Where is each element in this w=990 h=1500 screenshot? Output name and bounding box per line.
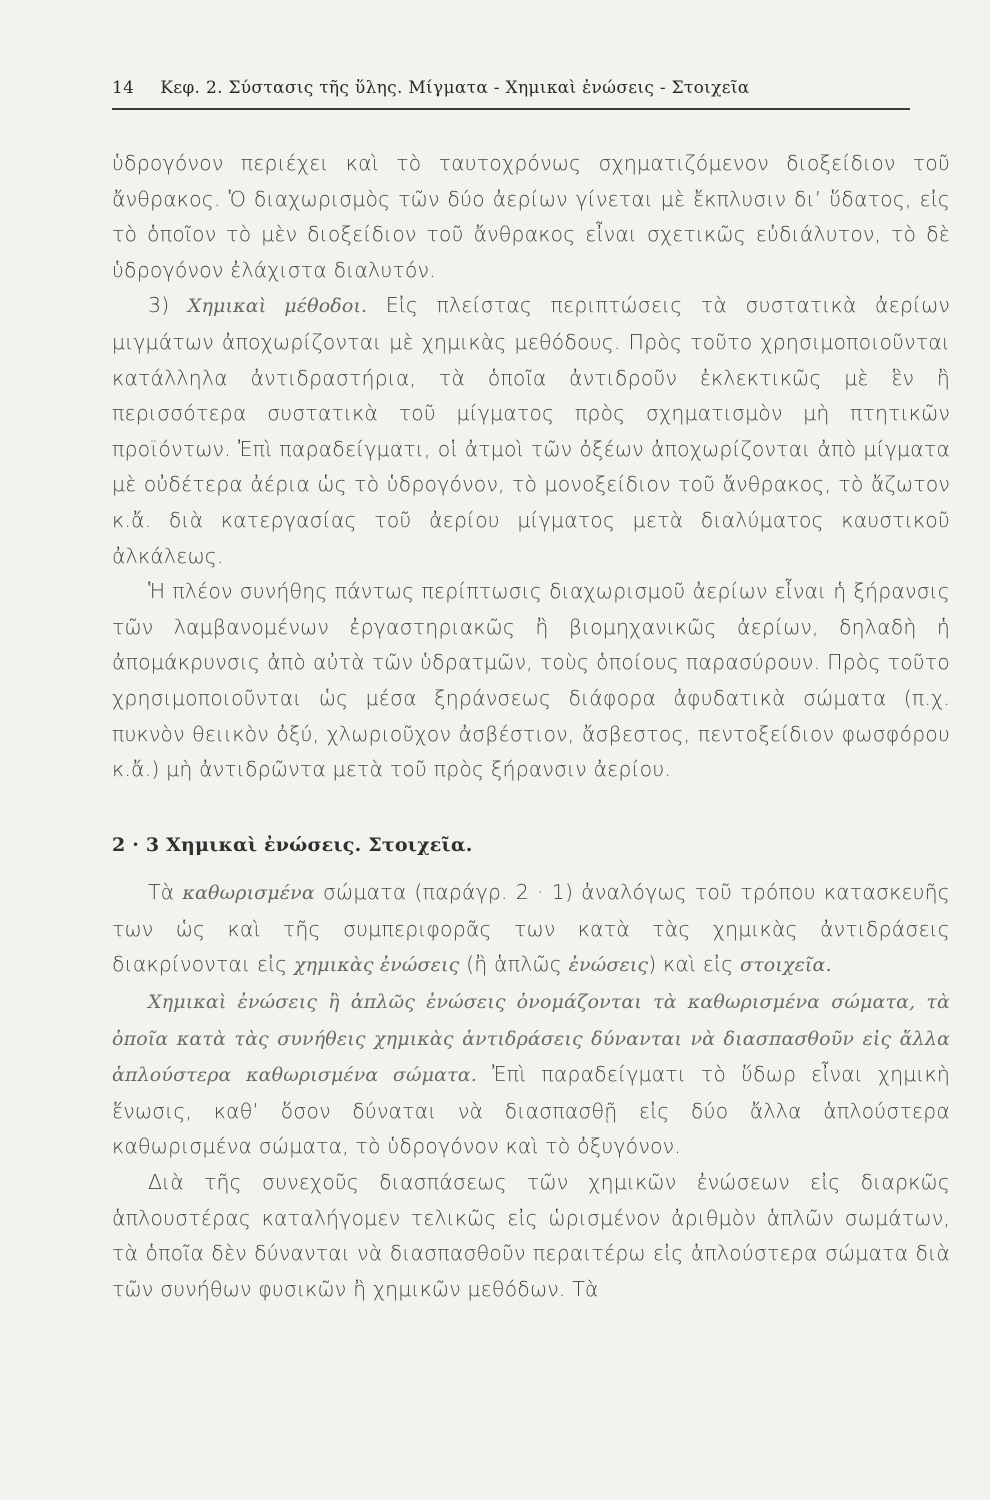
paragraph-1: ὑδρογόνον περιέχει καὶ τὸ ταυτοχρόνως σχηματιζόμενον διοξείδιον τοῦ ἄνθρακος. Ὁ διαχωρισμὸς τῶν δύο ἀερίων γίνεται μὲ ἔκπλυσιν δι’ ὕδατος, εἰς τὸ ὁποῖον τὸ μὲν διοξείδιον τοῦ ἄνθρακος εἶναι σχετικῶς εὐδιάλυτον, τὸ δὲ ὑδρογόνον ἐλάχιστα διαλυτόν.: [112, 151, 950, 282]
paragraph-elements: Διὰ τῆς συνεχοῦς διασπάσεως τῶν χημικῶν ἐνώσεων εἰς διαρκῶς ἁπλουστέρας καταλήγομεν τελικῶς εἰς ὡρισμένον ἀριθμὸν ἁπλῶν σωμάτων, τὰ ὁποῖα δὲν δύνανται νὰ διασπασθοῦν περαιτέρω εἰς ἁπλούστερα σώματα διὰ τῶν συνήθων φυσικῶν ἢ χημικῶν μεθόδων. Τὰ: [112, 1170, 950, 1301]
italic-term: στοιχεῖα.: [739, 954, 832, 977]
paragraph-compounds-definition: [112, 984, 950, 1165]
text-run: (ἢ ἁπλῶς: [466, 952, 562, 977]
item-heading: Χημικαὶ μέθοδοι.: [187, 295, 368, 318]
italic-term: χημικὰς ἐνώσεις: [294, 954, 460, 977]
paragraph-text: Εἰς πλείστας περιπτώσεις τὰ συστατικὰ ἀερίων μιγμάτων ἀποχωρίζονται μὲ χημικὰς μεθόδους. Πρὸς τοῦτο χρησιμοποιοῦνται κατάλληλα ἀντιδραστήρια, τὰ ὁποῖα ἀντιδροῦν ἐκλεκτικῶς μὲ ἓν ἢ περισσότερα συστατικὰ τοῦ μίγματος πρὸς σχηματισμὸν μὴ πτητικῶν προϊόντων. Ἐπὶ παραδείγματι, οἱ ἀτμοὶ τῶν ὀξέων ἀποχωρίζονται ἀπὸ μίγματα μὲ οὐδέτερα ἀέρια ὡς τὸ ὑδρογόνον, τὸ μονοξείδιον τοῦ ἄνθρακος, τὸ ἄζωτον κ.ἄ. διὰ κατεργασίας τοῦ ἀερίου μίγματος μετὰ διαλύματος καυστικοῦ ἀλκάλεως.: [112, 293, 950, 568]
italic-term: ἐνώσεις: [568, 954, 649, 977]
text-run: ) καὶ εἰς: [648, 952, 734, 977]
page-body: [112, 146, 950, 1307]
paragraph-text: Ἐπὶ παραδείγματι τὸ ὕδωρ εἶναι χημικὴ ἕνωσις, καθ’ ὅσον δύναται νὰ διασπασθῇ εἰς δύο ἄλλα ἁπλούστερα καθωρισμένα σώματα, τὸ ὑδρογόνον καὶ τὸ ὀξυγόνον.: [112, 1062, 950, 1159]
section-title: 2 · 3 Χημικαὶ ἐνώσεις. Στοιχεῖα.: [112, 833, 473, 856]
paragraph-drying: Ἡ πλέον συνήθης πάντως περίπτωσις διαχωρισμοῦ ἀερίων εἶναι ἡ ξήρανσις τῶν λαμβανομένων ἐργαστηριακῶς ἢ βιομηχανικῶς ἀερίων, δηλαδὴ ἡ ἀπομάκρυνσις ἀπὸ αὐτὰ τῶν ὑδρατμῶν, τοὺς ὁποίους παρασύρουν. Πρὸς τοῦτο χρησιμοποιοῦνται ὡς μέσα ξηράνσεως διάφορα ἀφυδατικὰ σώματα (π.χ. πυκνὸν θειικὸν ὀξύ, χλωριοῦχον ἀσβέστιον, ἄσβεστος, πεντοξείδιον φωσφόρου κ.ἄ.) μὴ ἀντιδρῶντα μετὰ τοῦ πρὸς ξήρανσιν ἀερίου.: [112, 579, 950, 782]
text-run: Τὰ: [148, 880, 175, 905]
paragraph-definitions-intro: [112, 875, 950, 984]
paragraph-chemical-methods: [112, 288, 950, 574]
item-number: 3): [148, 293, 170, 318]
page-number: 14: [112, 78, 135, 98]
running-title: Κεφ. 2. Σύστασις τῆς ὕλης. Μίγματα - Χημικαὶ ἐνώσεις - Στοιχεῖα: [160, 78, 750, 98]
text-run: σώματα (παράγρ. 2 · 1) ἀναλόγως τοῦ τρόπου κατασκευῆς των ὡς καὶ τῆς συμπεριφορᾶς των κατὰ τὰς χημικὰς ἀντιδράσεις διακρίνονται εἰς: [112, 880, 950, 977]
italic-term: καθωρισμένα: [182, 882, 315, 905]
running-header: [112, 78, 910, 110]
definition-italic: Χημικαὶ ἐνώσεις ἢ ἁπλῶς ἐνώσεις ὀνομάζονται τὰ καθωρισμένα σώματα, τὰ ὁποῖα κατὰ τὰς συνήθεις χημικὰς ἀντιδράσεις δύνανται νὰ διασπασθοῦν εἰς ἄλλα ἁπλούστερα καθωρισμένα σώματα.: [112, 991, 950, 1087]
